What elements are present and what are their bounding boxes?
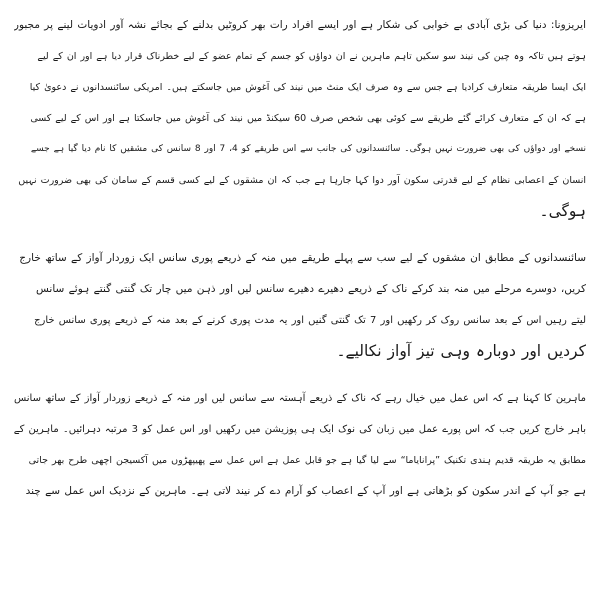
article-line: ہوتے ہیں تاکہ وہ چین کی نیند سو سکیں تاہم ماہرین نے ان دواؤں کو جسم کے تمام عضو کے لیے خطرناک قرار دیا ہے اور ان کے لیے <box>37 51 586 62</box>
article-line: ہوگی۔ <box>539 202 586 220</box>
article-line: سائنسدانوں کے مطابق ان مشقوں کے لیے سب سے پہلے طریقے میں منہ کے ذریعے پوری سانس ایک زوردار آواز کے ساتھ خارج <box>19 252 586 264</box>
article-line: ایک ایسا طریقہ متعارف کرادیا ہے جس سے وہ صرف ایک منٹ میں نیند کی آغوش میں جاسکتے ہیں۔ امریکی سائنسدانوں نے دعویٰ کیا <box>29 82 586 93</box>
article-line: ایریزونا: دنیا کی بڑی آبادی بے خوابی کی شکار ہے اور ایسے افراد رات بھر کروٹیں بدلنے کے بجائے نشہ آور ادویات لینے پر مجبور <box>14 19 586 31</box>
article-line: نسخے اور دواؤں کی بھی ضرورت نہیں ہوگی۔ سائنسدانوں کی جانب سے اس طریقے کو 4، 7 اور 8 سانس کی مشقیں کا نام دیا گیا ہے جسے <box>30 144 586 154</box>
article-line: کردیں اور دوبارہ وہی تیز آواز نکالیے۔ <box>336 342 586 360</box>
article-line: مطابق یہ طریقہ قدیم ہندی تکنیک ”پرانایاما“ سے لیا گیا ہے جو قابل عمل ہے اس عمل سے پھیپھڑوں میں آکسیجن اچھی طرح بھر جاتی <box>28 455 586 466</box>
paragraph-gap <box>14 227 586 243</box>
article-line: انسان کے اعصابی نظام کے لیے قدرتی سکون آور دوا کہا جارہا ہے جب کہ ان مشقوں کے لیے کسی قسم کے سامان کی بھی ضرورت نہیں <box>18 175 586 186</box>
article-line: کریں، دوسرے مرحلے میں منہ بند کرکے ناک کے ذریعے دھیرے دھیرے سانس لیں اور ذہن میں چار تک گنتی گنتے ہوئے سانس <box>36 283 586 295</box>
article-line: ماہرین کا کہنا ہے کہ اس عمل میں خیال رہے کہ ناک کے ذریعے آہستہ سے سانس لیں اور منہ کے ذریعے زوردار آواز کے ساتھ سانس <box>14 393 586 404</box>
article-line: لیتے رہیں اس کے بعد سانس روک کر رکھیں اور 7 تک گنتی گنیں اور یہ مدت پوری کرنے کے بعد منہ کے ذریعے پوری سانس خارج <box>34 315 586 326</box>
article-paragraph <box>14 10 586 227</box>
paragraph-gap <box>14 367 586 383</box>
article-paragraph <box>14 243 586 367</box>
article-body <box>14 10 586 507</box>
article-paragraph <box>14 383 586 507</box>
article-line: باہر خارج کریں جب کہ اس پورے عمل میں زبان کی نوک ایک ہی پوزیشن میں رکھیں اور اس عمل کو 3 مرتبہ دہرائیں۔ ماہرین کے <box>14 424 586 435</box>
article-line: ہے جو آپ کے اندر سکون کو بڑھاتی ہے اور آپ کے اعصاب کو آرام دے کر نیند لاتی ہے۔ ماہرین کے نزدیک اس عمل سے چند <box>25 485 586 497</box>
article-line: ہے کہ ان کے متعارف کرائے گئے طریقے سے کوئی بھی شخص صرف 60 سیکنڈ میں نیند کی آغوش میں جاسکتا ہے اور اس کے لیے کسی <box>30 113 586 124</box>
